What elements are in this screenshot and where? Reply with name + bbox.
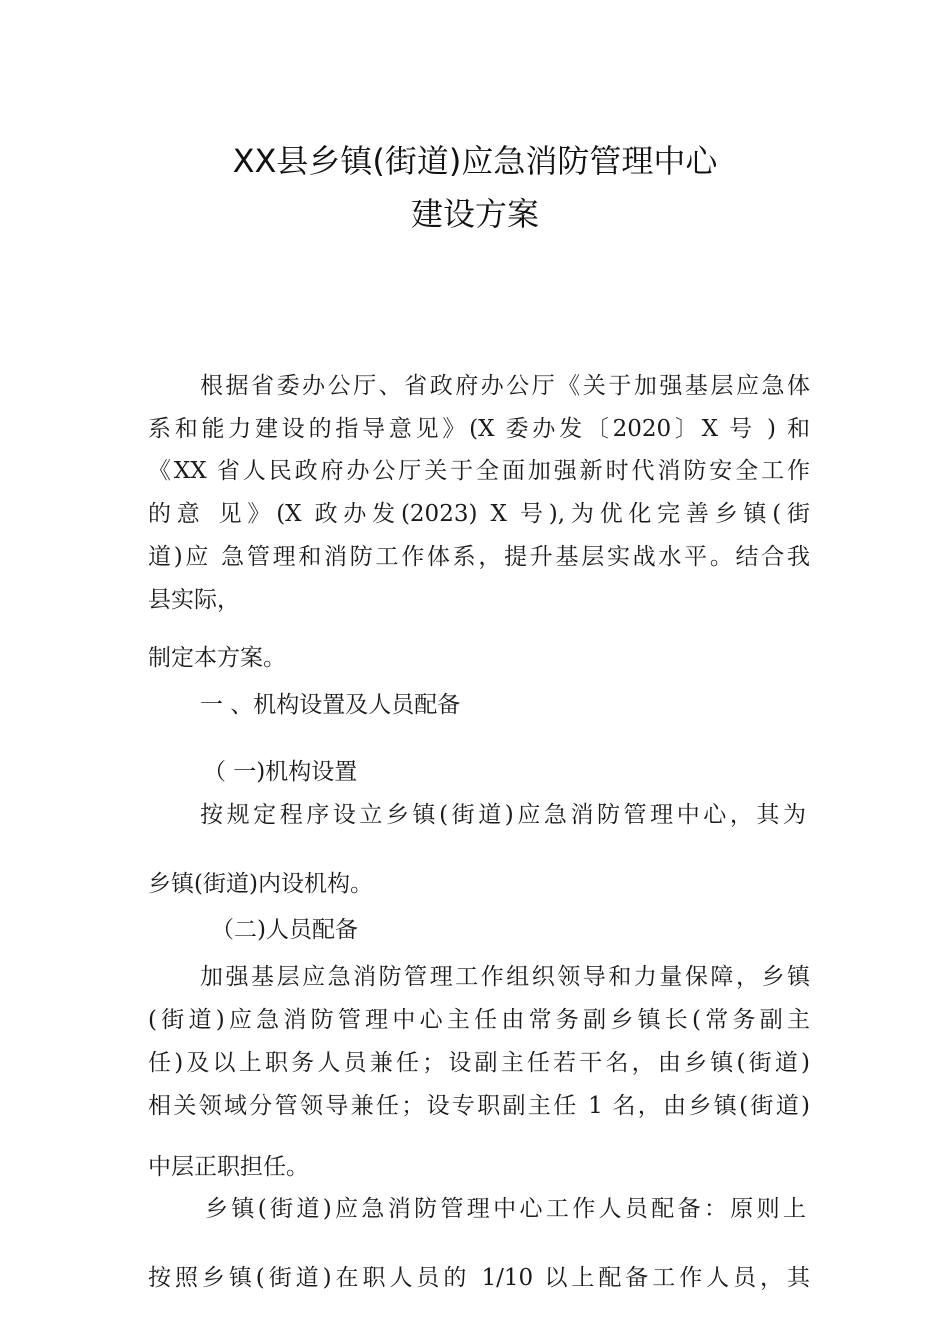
body-text-line: 《XX 省人民政府办公厅关于全面加强新时代消防安全工作 xyxy=(148,458,810,484)
body-text-line: 根据省委办公厅、省政府办公厅《关于加强基层应急体 xyxy=(200,373,810,399)
document-title-line-2: 建设方案 xyxy=(410,195,539,233)
body-text-line: 任)及以上职务人员兼任；设副主任若干名，由乡镇(街道) xyxy=(148,1050,810,1076)
body-text-line: 系和能力建设的指导意见》(X 委办发〔2020〕X 号 ) 和 xyxy=(148,416,810,442)
body-text-line: 相关领域分管领导兼任；设专职副主任 1 名，由乡镇(街道) xyxy=(148,1093,810,1119)
body-text-line: 按照乡镇(街道)在职人员的 1/10 以上配备工作人员，其 xyxy=(148,1265,810,1291)
body-text-line: 乡镇(街道)应急消防管理中心工作人员配备：原则上 xyxy=(205,1196,806,1222)
subsection-heading: （ 一)机构设置 xyxy=(203,759,358,785)
body-text-line: 乡镇(街道)内设机构。 xyxy=(148,871,373,897)
section-heading: 一 、机构设置及人员配备 xyxy=(200,692,461,718)
document-title-line-1: XX县乡镇(街道)应急消防管理中心 xyxy=(232,142,718,180)
body-text-line: 县实际， xyxy=(148,587,240,613)
body-text-line: 的意 见》(X 政办发(2023) X 号),为优化完善乡镇(街 xyxy=(148,501,810,527)
body-text-line: 中层正职担任。 xyxy=(148,1154,309,1180)
body-text-line: 加强基层应急消防管理工作组织领导和力量保障，乡镇 xyxy=(200,964,810,990)
subsection-heading: （二)人员配备 xyxy=(211,917,358,943)
body-text-line: 制定本方案。 xyxy=(148,645,286,671)
body-text-line: 按规定程序设立乡镇(街道)应急消防管理中心，其为 xyxy=(200,802,806,828)
body-text-line: 道)应 急管理和消防工作体系，提升基层实战水平。结合我 xyxy=(148,544,810,570)
body-text-line: (街道)应急消防管理中心主任由常务副乡镇长(常务副主 xyxy=(148,1007,810,1033)
